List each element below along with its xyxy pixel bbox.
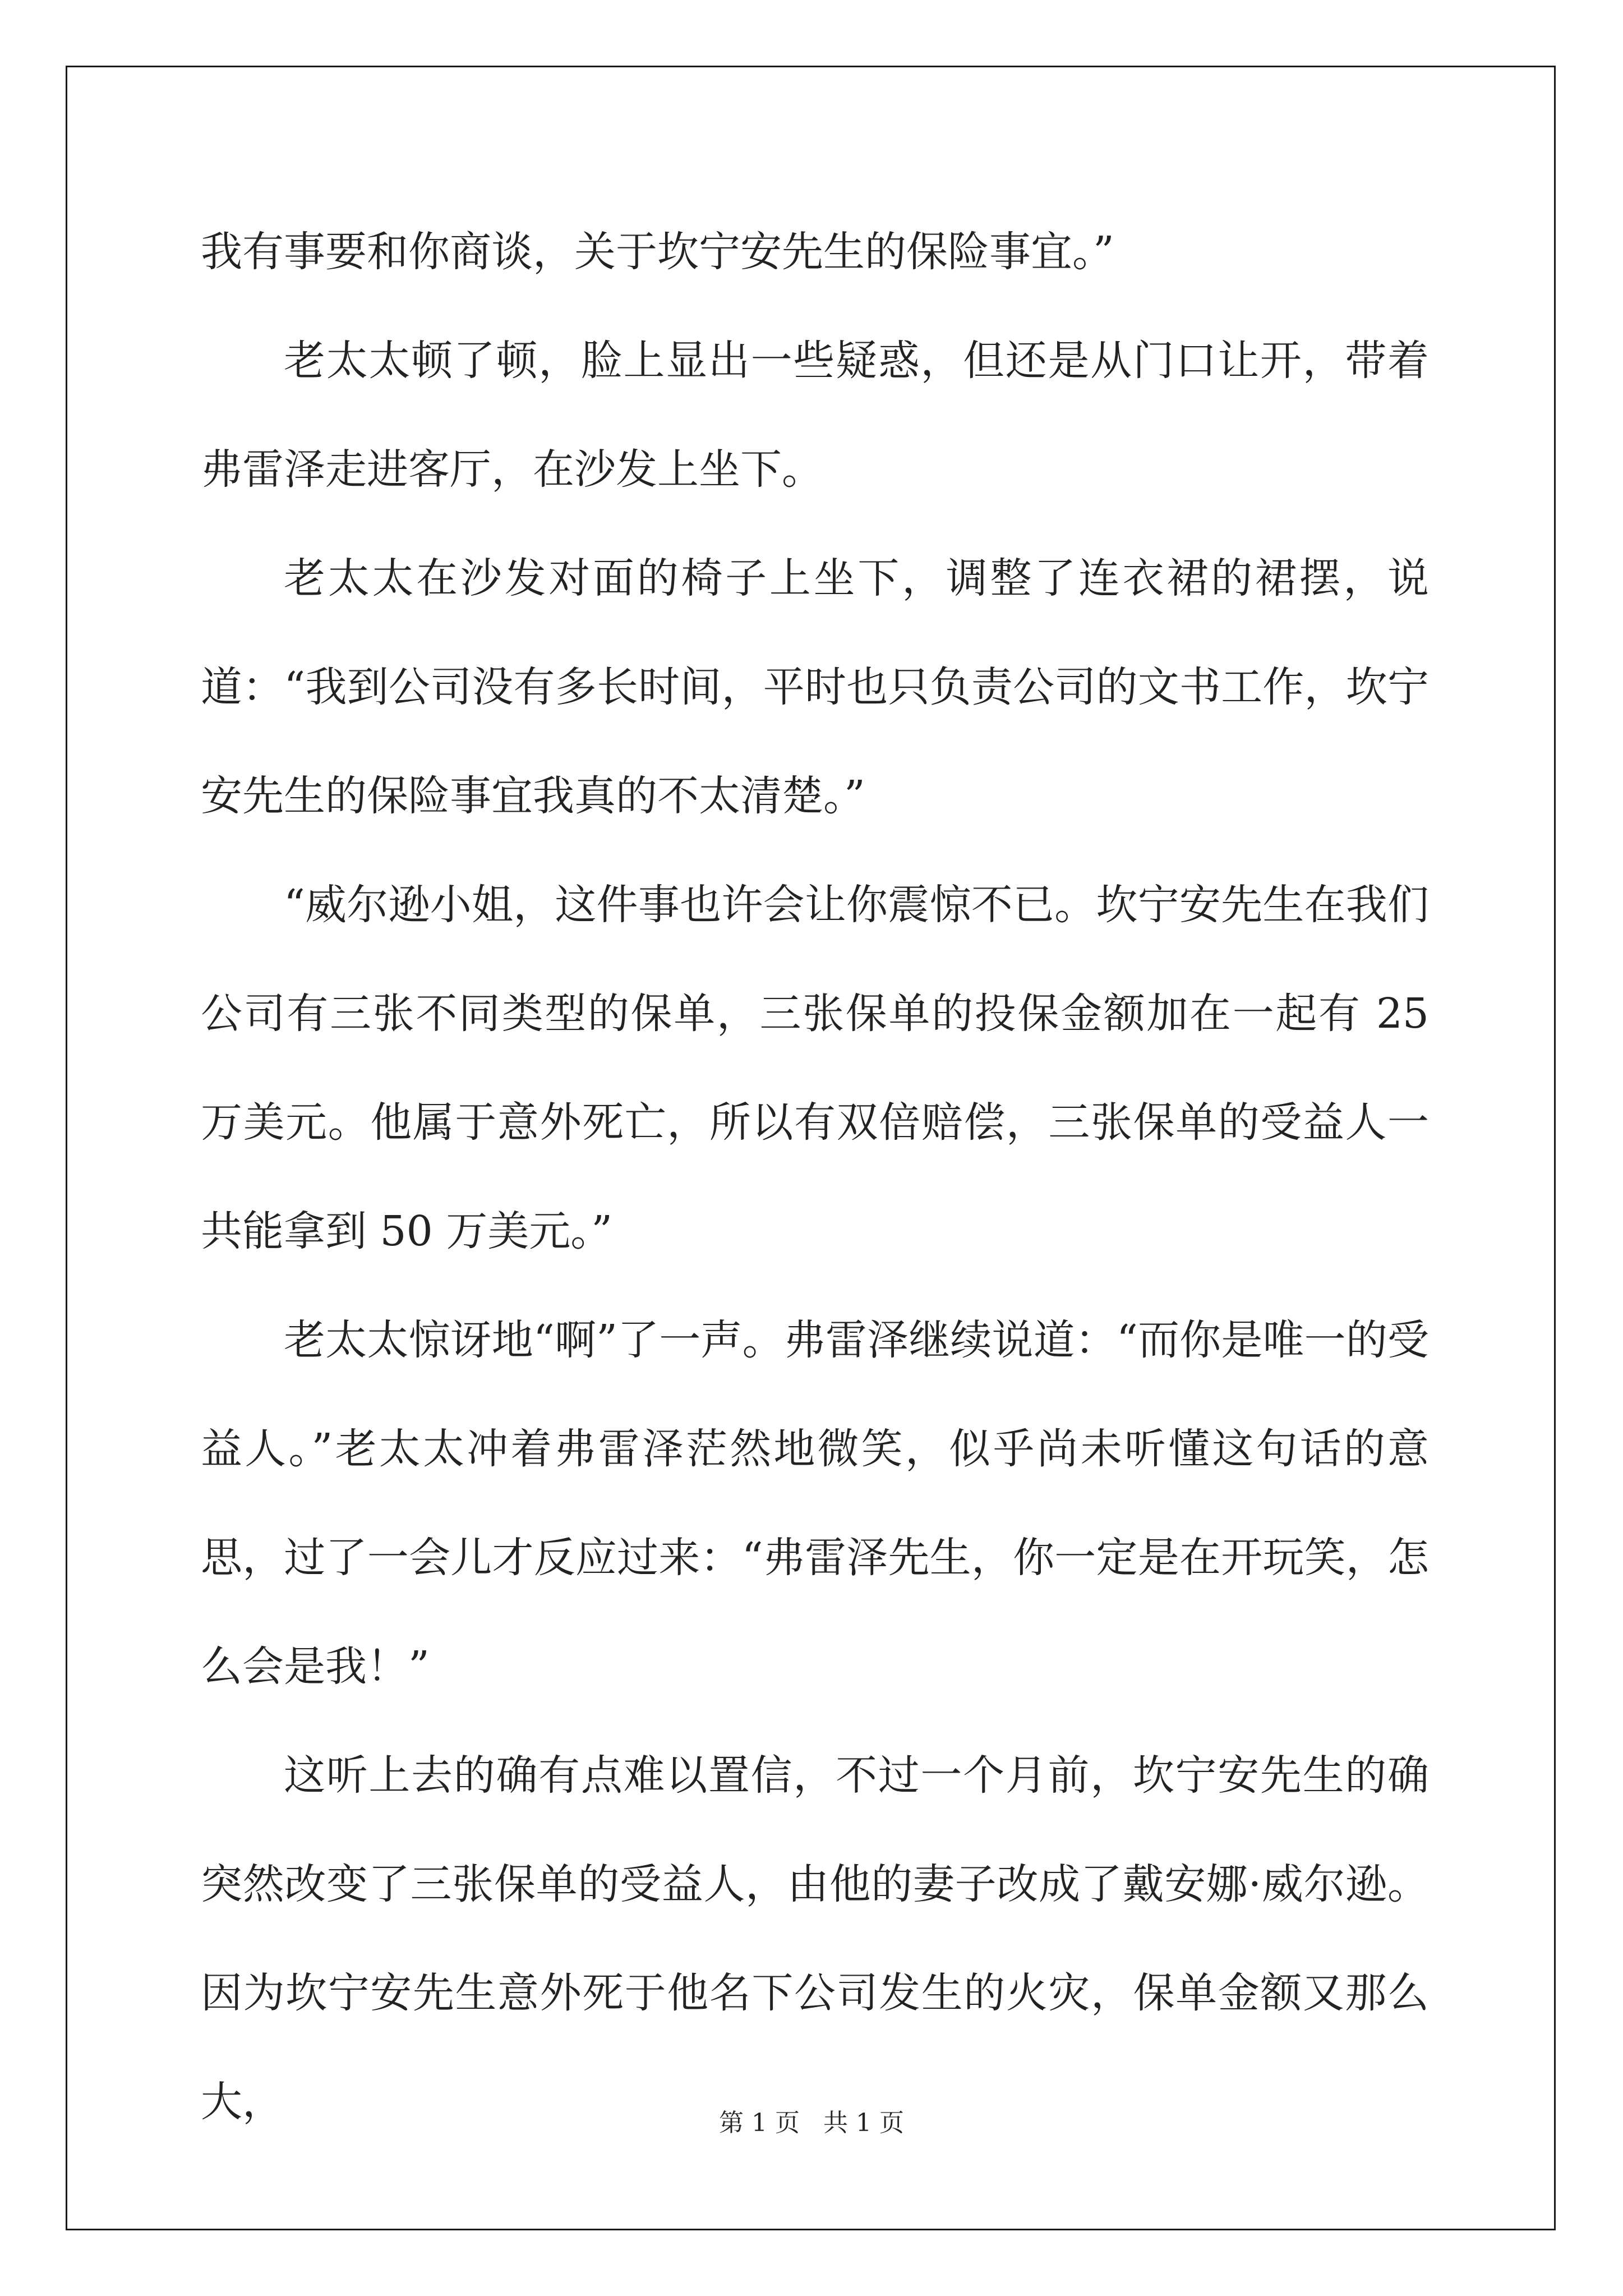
document-body (201, 197, 1429, 2156)
paragraph-6: 这听上去的确有点难以置信，不过一个月前，坎宁安先生的确突然改变了三张保单的受益人，由他的妻子改成了戴安娜·威尔逊。因为坎宁安先生意外死于他名下公司发生的火灾，保单金额又那么大， (201, 1751, 1429, 2126)
paragraph-3: 老太太在沙发对面的椅子上坐下，调整了连衣裙的裙摆，说道：“我到公司没有多长时间，平时也只负责公司的文书工作，坎宁安先生的保险事宜我真的不太清楚。” (201, 554, 1429, 820)
page-number-footer: 第 1 页 共 1 页 (719, 2109, 904, 2137)
paragraph-4: “威尔逊小姐，这件事也许会让你震惊不已。坎宁安先生在我们公司有三张不同类型的保单，三张保单的投保金额加在一起有 25 万美元。他属于意外死亡，所以有双倍赔偿，三张保单的受益人一共能拿到 50 万美元。” (201, 881, 1429, 1255)
paragraph-1: 我有事要和你商谈，关于坎宁安先生的保险事宜。” (201, 228, 1114, 276)
paragraph-5: 老太太惊讶地“啊”了一声。弗雷泽继续说道：“而你是唯一的受益人。”老太太冲着弗雷泽茫然地微笑，似乎尚未听懂这句话的意思，过了一会儿才反应过来：“弗雷泽先生，你一定是在开玩笑，怎么会是我！” (201, 1316, 1429, 1691)
paragraph-2: 老太太顿了顿，脸上显出一些疑惑，但还是从门口让开，带着弗雷泽走进客厅，在沙发上坐下。 (201, 337, 1429, 494)
